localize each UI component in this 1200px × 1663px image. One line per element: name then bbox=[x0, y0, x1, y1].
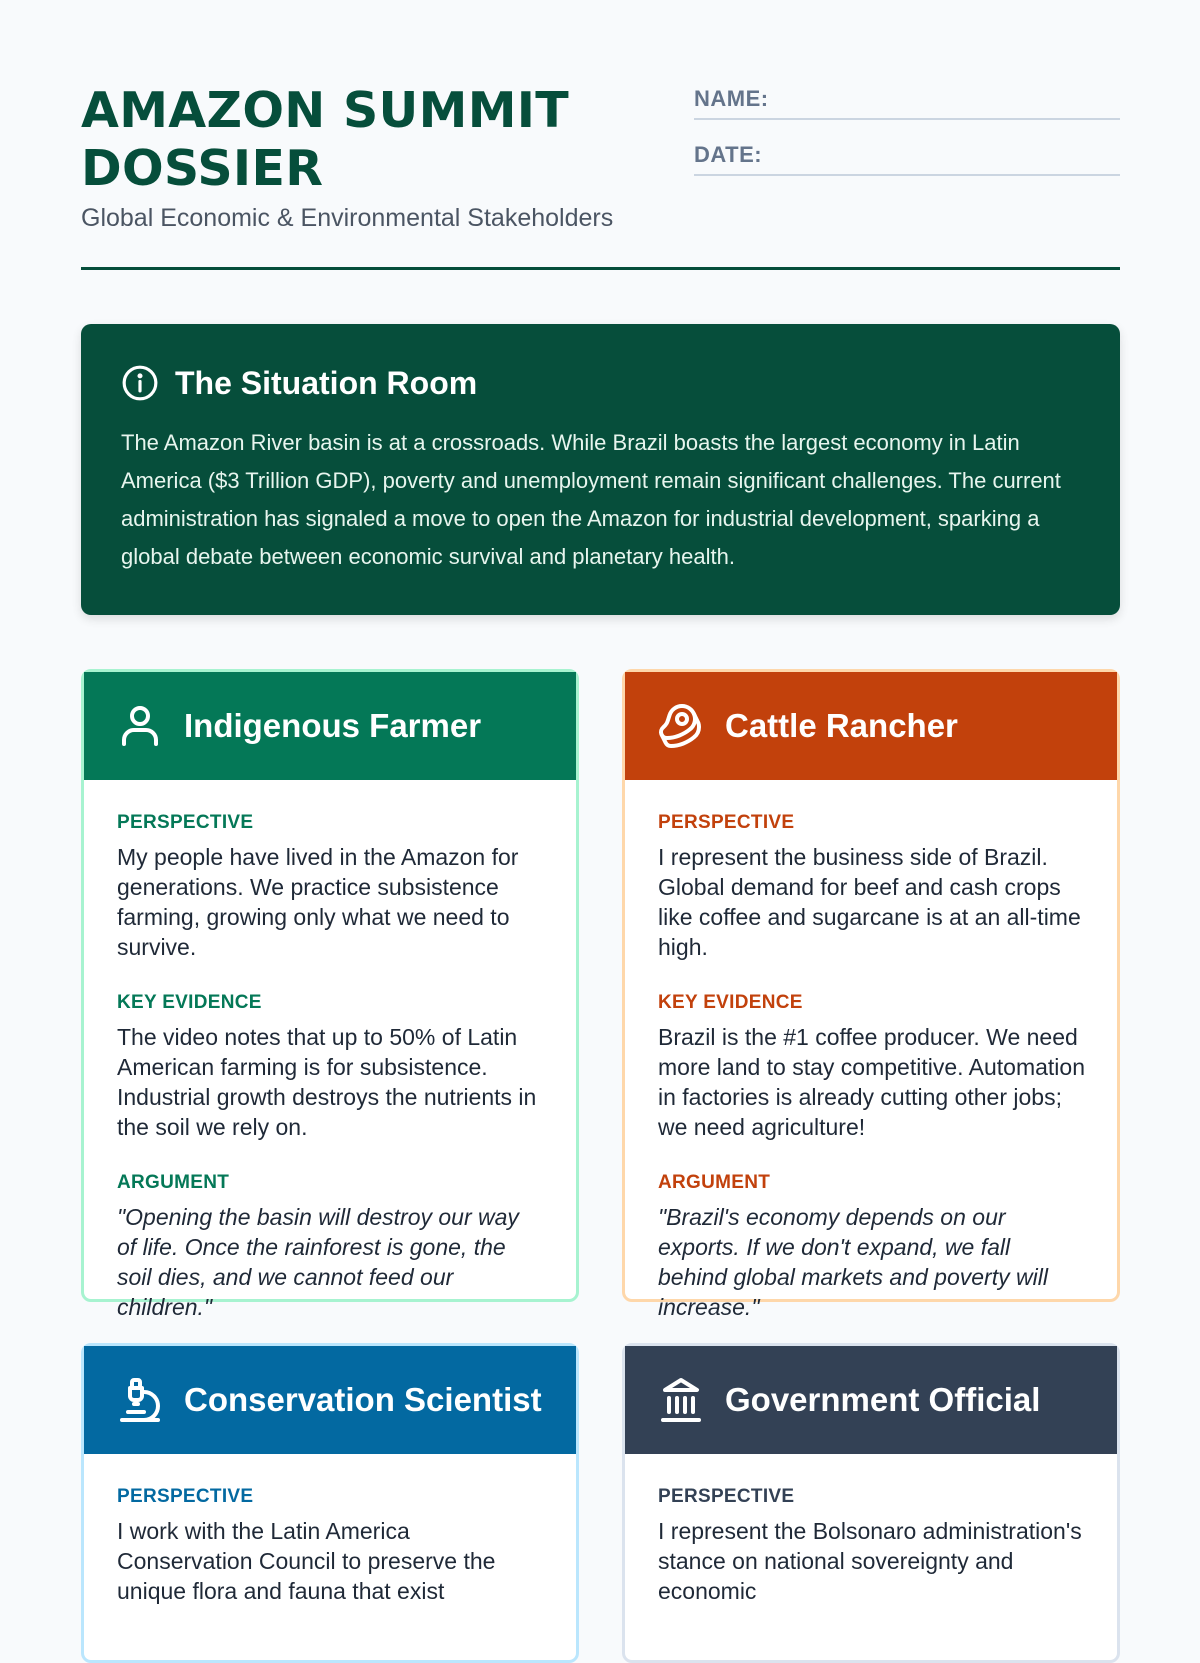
evidence-text: The video notes that up to 50% of Latin American farming is for subsistence. Industrial growth destroys the nutrients in the soil we rely on. bbox=[117, 1024, 537, 1140]
card-body bbox=[625, 780, 1117, 1322]
card-body bbox=[84, 1454, 576, 1606]
perspective-text: I represent the Bolsonaro administration's stance on national sovereignty and economic bbox=[658, 1518, 1082, 1604]
situation-heading bbox=[121, 364, 477, 402]
card-title: Government Official bbox=[725, 1381, 1041, 1418]
landmark-icon bbox=[657, 1376, 705, 1424]
name-field[interactable] bbox=[694, 82, 1120, 120]
card-header bbox=[84, 672, 576, 780]
card-government-official bbox=[622, 1343, 1120, 1663]
card-header bbox=[84, 1346, 576, 1454]
dossier-page bbox=[81, 0, 1120, 1604]
card-title: Cattle Rancher bbox=[725, 707, 958, 744]
card-title: Conservation Scientist bbox=[184, 1381, 542, 1418]
situation-text: The Amazon River basin is at a crossroads. While Brazil boasts the largest economy in Latin America ($3 Trillion GDP), poverty and unemployment remain significant challenges. The current administration has signaled a move to open the Amazon for industrial development, sparking a global debate between economic survival and planetary health. bbox=[121, 430, 1061, 569]
card-indigenous-farmer bbox=[81, 669, 579, 1320]
name-label: NAME: bbox=[694, 86, 769, 111]
date-label: DATE: bbox=[694, 142, 763, 167]
argument-label: ARGUMENT bbox=[117, 1172, 230, 1193]
perspective-text: I work with the Latin America Conservation Council to preserve the unique flora and fauna that exist bbox=[117, 1518, 496, 1604]
microscope-icon bbox=[116, 1376, 164, 1424]
card-body bbox=[625, 1454, 1117, 1606]
card-header bbox=[625, 1346, 1117, 1454]
person-icon bbox=[116, 702, 164, 750]
argument-quote: "Brazil's economy depends on our exports. If we don't expand, we fall behind global markets and poverty will increase." bbox=[658, 1204, 1048, 1320]
perspective-text: I represent the business side of Brazil. Global demand for beef and cash crops like coffee and sugarcane is at an all-time high. bbox=[658, 844, 1081, 960]
card-cattle-rancher bbox=[622, 669, 1120, 1320]
evidence-text: Brazil is the #1 coffee producer. We need more land to stay competitive. Automation in factories is already cutting other jobs; we need agriculture! bbox=[658, 1024, 1085, 1140]
situation-title: The Situation Room bbox=[175, 364, 478, 401]
header bbox=[81, 0, 1120, 270]
perspective-label: PERSPECTIVE bbox=[117, 1486, 254, 1507]
perspective-label: PERSPECTIVE bbox=[658, 1486, 795, 1507]
argument-quote: "Opening the basin will destroy our way of life. Once the rainforest is gone, the soil dies, and we cannot feed our children." bbox=[117, 1204, 519, 1320]
card-body bbox=[84, 780, 576, 1322]
card-conservation-scientist bbox=[81, 1343, 579, 1663]
beef-icon bbox=[657, 702, 705, 750]
card-header bbox=[625, 672, 1117, 780]
page-subtitle: Global Economic & Environmental Stakeholders bbox=[81, 204, 614, 232]
perspective-label: PERSPECTIVE bbox=[117, 812, 254, 833]
page-title: AMAZON SUMMIT DOSSIER bbox=[81, 82, 570, 197]
info-icon bbox=[121, 364, 159, 402]
evidence-label: KEY EVIDENCE bbox=[117, 992, 262, 1013]
perspective-text: My people have lived in the Amazon for generations. We practice subsistence farming, growing only what we need to survive. bbox=[117, 844, 519, 960]
date-field[interactable] bbox=[694, 138, 1120, 176]
card-title: Indigenous Farmer bbox=[184, 707, 482, 744]
argument-label: ARGUMENT bbox=[658, 1172, 771, 1193]
evidence-label: KEY EVIDENCE bbox=[658, 992, 803, 1013]
situation-room-panel bbox=[81, 324, 1120, 615]
perspective-label: PERSPECTIVE bbox=[658, 812, 795, 833]
